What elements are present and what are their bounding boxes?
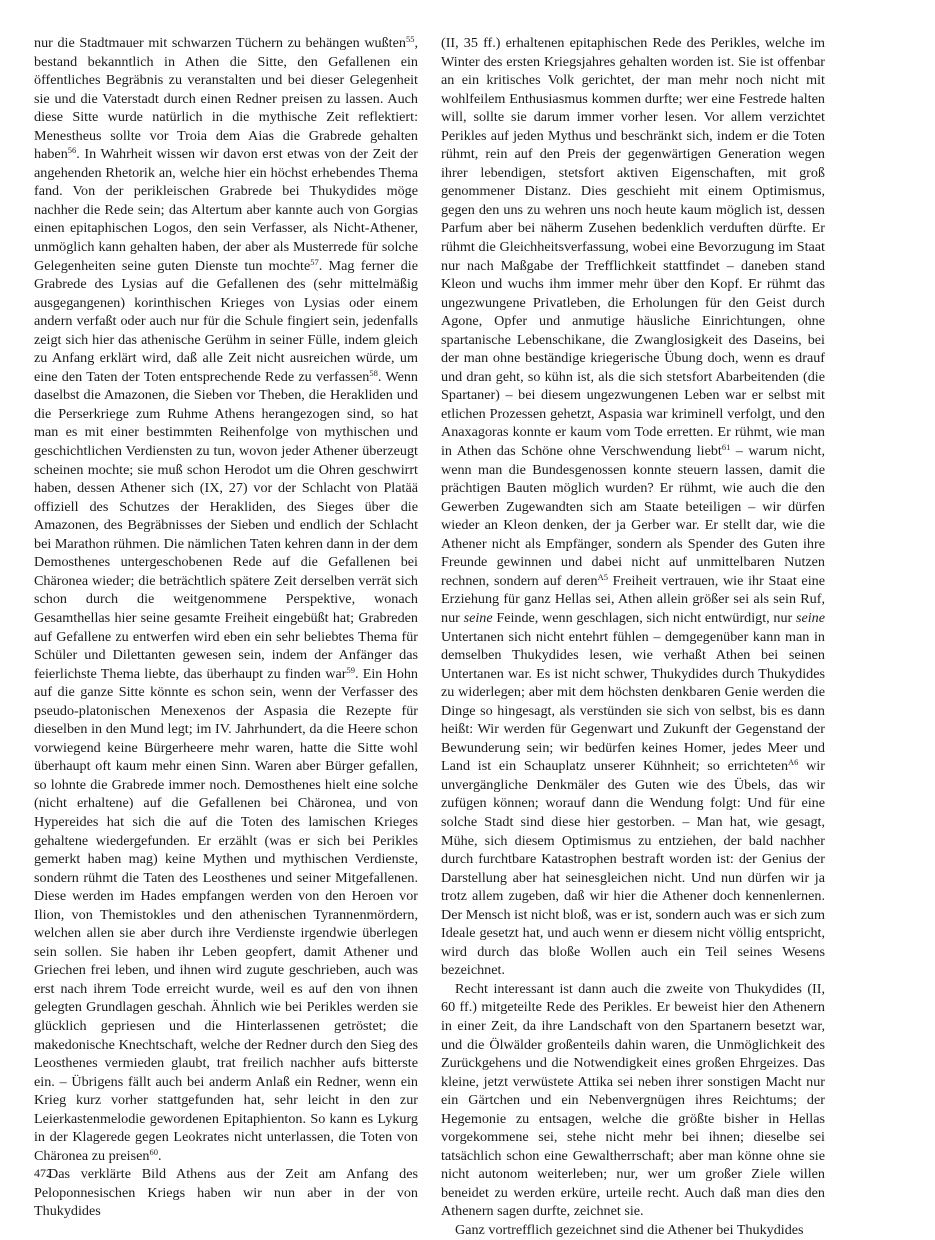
page-number: 472: [34, 1166, 52, 1180]
footnote-ref[interactable]: 60: [149, 1146, 158, 1157]
left-column: [34, 34, 418, 1221]
footnote-ref[interactable]: 55: [405, 34, 415, 44]
paragraph: Recht interessant ist dann auch die zweite von Thukydides (II, 60 ff.) mitgeteilte Rede des Perikles. Er beweist hier den Athenern in einer Zeit, da ihre Landschaft von den Spartanern besetzt war, und die Ölwälder großenteils dahin waren, die Unmöglichkeit des Zurückgehens und die Notwendigkeit eines großen Ehrgeizes. Das kleine, jetzt verwüstete Attika sei neben ihrer sonstigen Macht nur ein Gärtchen und ein Nebenvergnügen ihres Reichtums; der Hegemonie zu entsagen, welche die größte bisher in Hellas vorgekommene sei, stehe nicht mehr bei ihnen; dieselbe sei tatsächlich schon eine Gewaltherrschaft; aber man könne ohne sie nicht autonom weiterleben; nur, wer um großer Ziele willen beneidet zu werden erküre, urteile recht. Auch daß man dies den Athenern sagen durfte, zeichnet sie.: [441, 980, 825, 1220]
paragraph: nur die Stadtmauer mit schwarzen Tüchern zu behängen wußten$^{55}$, bestand bekanntlich in Athen die Sitte, den Gefallenen ein öffentliches Begräbnis zu veranstalten und bei dieser Gelegenheit sie und die Vaterstadt durch einen Redner preisen zu lassen. Auch diese Sitte wurde natürlich in die mythische Zeit reflektiert: Menestheus sollte vor Troia dem Aias die Grabrede gehalten haben$^{56}$. In Wahrheit wissen wir davon erst etwas von der Zeit der angehenden Rhetorik an, welche hier ein höchst erhebendes Thema fand. Von der perikleischen Grabrede bei Thukydides möge nachher die Rede sein; das Altertum aber kannte auch von Gorgias einen epitaphischen Logos, den sein Verfasser, als Nicht-Athener, unmöglich kann gehalten haben, der aber als Musterrede für solche Gelegenheiten seine guten Dienste tun mochte$^{57}$. Mag ferner die Grabrede des Lysias auf die Gefallenen des (sehr mittelmäßig ausgegangenen) korinthischen Krieges von Lysias oder einem andern verfaßt oder auch nur für die Schule fingiert sein, jedenfalls zeigt sich hier das athenische Gerühm in seiner Fülle, indem gleich zu Anfang erklärt wird, daß alle Zeit nicht ausreichen würde, um eine den Taten der Toten entsprechende Rede zu verfassen$^{58}$. Wenn daselbst die Amazonen, die Sieben vor Theben, die Herakliden und die Perserkriege zum Ruhme Athens herangezogen sind, so hat man es mit einer bestimmten Reihenfolge von mythischen und geschichtlichen Verdiensten zu tun, wovon jeder Athener überzeugt scheinen mochte; sie muß schon Herodot um die Ohren geschwirrt haben, dessen Athener sich (IX, 27) vor der Schlacht von Platää offiziell des Schutzes der Herakliden, des Sieges über die Amazonen, des Begräbnisses der Sieben und endlich der Schlacht bei Marathon rühmen. Die nämlichen Taten kehren dann in der dem Demosthenes untergeschobenen Rede auf die Gefallenen bei Chäronea wieder; die beträchtlich spätere Zeit derselben verrät sich schon durch die weitgenommene Perspektive, wonach Gesamthellas hier seine gesamte Freiheit eingebüßt hat; Grabreden auf Gefallene zu entwerfen wird eben ein sehr beliebtes Thema für Schüler und Dilettanten gewesen sein, indem der Anfänger das feierlichste Thema liebte, das überhaupt zu finden war$^{59}$. Ein Hohn auf die ganze Sitte könnte es schon sein, wenn der Verfasser des pseudo-platonischen Menexenos der Aspasia die Rezepte für dieselben in den Mund legt; im IV. Jahrhundert, da die Heere schon vorwiegend keine Bürgerheere mehr waren, hatte die Sitte wohl überhaupt oft kaum mehr einen Sinn. Waren aber Bürger gefallen, so lohnte die Grabrede immer noch. Demosthenes hielt eine solche (nicht erhaltene) auf die Gefallenen bei Chäronea, und von Hypereides hat sich die auf die Toten des lamischen Krieges gehaltene wiedergefunden. Er erzählt (was er sich bei Perikles gemerkt haben mag) keine Mythen und mythischen Verdienste, sondern rühmt die Taten des Leosthenes und seiner Mitgefallenen. Diese werden im Hades empfangen werden von den Heroen vor Ilion, von Themistokles und den athenischen Tyrannenmördern, welchen allen sie aber durch ihre Verdienste irgendwie überlegen sein sollen. Sie haben ihr Leben geopfert, damit Athener und Griechen frei leben, und ihnen wird zugute geschrieben, auch was erst nach ihrem Tode erreicht wurde, weil es auf den von ihnen gelegten Grundlagen geschah. Ähnlich wie bei Perikles werden sie glücklich gepriesen und die Hinterlassenen getröstet; die makedonische Knechtschaft, welche der Redner durch den Sieg des Leosthenes vermieden glaubt, trat freilich nachher aufs bitterste ein. – Übrigens fällt auch bei anderm Anlaß ein Redner, wenn ein Krieg kurz vorher stattgefunden hat, sehr leicht in den zur Leierkastenmelodie gewordenen Epitaphienton. So kann es Lykurg in der Klagerede gegen Leokrates nicht unterlassen, die Toten von Chäronea zu preisen$^{60}$.: [34, 34, 418, 1164]
footnote-ref[interactable]: 61: [721, 442, 731, 453]
annotation-ref[interactable]: A6: [788, 757, 799, 768]
right-column: [441, 34, 825, 1240]
paragraph: Das verklärte Bild Athens aus der Zeit am Anfang des Peloponnesischen Kriegs haben wir nun aber in der von Thukydides: [34, 1166, 418, 1220]
footnote-ref[interactable]: 59: [346, 664, 355, 675]
paragraph: (II, 35 ff.) erhaltenen epitaphischen Rede des Perikles, welche im Winter des ersten Kriegsjahres gehalten worden ist. Sie ist offenbar an ein kritisches Volk gerichtet, der man mehr noch nicht mit wohlfeilem Enthusiasmus kommen durfte; wer eine Festrede halten will, sollte sie darum immer vorher lesen. Vor allem verzichtet Perikles auf jeden Mythus und beschränkt sich, indem er die Toten rühmt, rein auf den Preis der gegenwärtigen Generation wegen ihrer lebendigen, stetsfort aktiven Eigenschaften, mit groß genommener Distanz. Dies geschieht mit einem Optimismus, gegen den uns zu wehren uns noch heute kaum möglich ist, dessen Parfum aber bei näherm Zusehen bedenklich verduften dürfte. Er rühmt die Gleichheitsverfassung, wobei eine Bevorzugung im Staat nur nach Maßgabe der Trefflichkeit stattfindet – daneben stand Kleon und wuchs ihm immer mehr über den Kopf. Er rühmt das ungezwungene Privatleben, die Erholungen für den Geist durch Agone, Opfer und anmutige häusliche Einrichtungen, ohne spartanische Lebenschikane, die Zwanglosigkeit des Daseins, bei der man ohne beständige kriegerische Übung doch, wenn es drauf und dran geht, so kühn ist, als die sich stetsfort Abarbeitenden (die Spartaner) – bei diesem ungezwungenen Leben war er selbst mit etlichen Prozessen gehetzt, Aspasia war kriminell verfolgt, und den Anaxagoras konnte er kaum vom Tode erretten. Er rühmt, wie man in Athen das Schöne ohne Verschwendung liebt$^{61}$ – warum nicht, wenn man die Bundesgenossen konnte steuern lassen, damit die prächtigen Bauten möglich wurden? Er rühmt, wie auch die den Gewerben Zugewandten sich am Staate beteiligen – wir dürfen wieder an Kleon denken, der ja Gerber war. Er stellt dar, wie die Athener nicht als Empfänger, sondern als Spender des Guten ihre Freunde gewinnen und dabei nicht auf unmittelbaren Nutzen rechnen, sondern auf deren$^{A5}$ Freiheit vertrauen, wie ihr Staat eine Erziehung für ganz Hellas sei, Athen allein größer sei als sein Ruf, nur seine Feinde, wenn geschlagen, sich nicht entwürdigt, nur seine Untertanen sich nicht entehrt fühlen – demgegenüber kann man in demselben Thukydides lesen, wie verhaßt Athen bei seinen Untertanen war. Es ist nicht schwer, Thukydides durch Thukydides zu widerlegen; aber mit dem höchsten denkbaren Genie werden die Dinge so hingesagt, als verstünden sie sich von selbst, bis es dann heißt: Wir werden für Gegenwart und Zukunft der Gegenstand der Bewunderung sein; wir bedürfen keines Homer, jedes Meer und Land ist ein Schauplatz unserer Kühnheit; so errichteten$^{A6}$ wir unvergängliche Denkmäler des Guten wie des Übels, das wir zufügen können; worauf dann die Wendung folgt: Und für eine solche Stadt sind diese hier gestorben. – Man hat, wie gesagt, Mühe, sich diesem Optimismus zu entziehen, der bald nachher durch furchtbare Katastrophen bestraft worden ist: der Genius der Darstellung aber hat seinesgleichen nicht. Und nun dürfen wir ja trotz allem zugeben, daß wir hier die Athener doch kennenlernen. Der Mensch ist nicht bloß, was er ist, sondern auch was er sich zum Ideale gesetzt hat, und auch wenn er diesem nicht völlig entspricht, wird durch das bloße Wollen auch ein Teil seines Wesens bezeichnet.: [441, 35, 825, 979]
footnote-ref[interactable]: 57: [310, 256, 319, 267]
paragraph: Ganz vortrefflich gezeichnet sind die Athener bei Thukydides: [455, 1222, 804, 1238]
emphasis: seine: [463, 609, 493, 626]
footnote-ref[interactable]: 58: [369, 367, 378, 378]
annotation-ref[interactable]: A5: [597, 571, 608, 582]
footnote-ref[interactable]: 56: [67, 145, 77, 156]
emphasis: seine: [795, 609, 825, 626]
